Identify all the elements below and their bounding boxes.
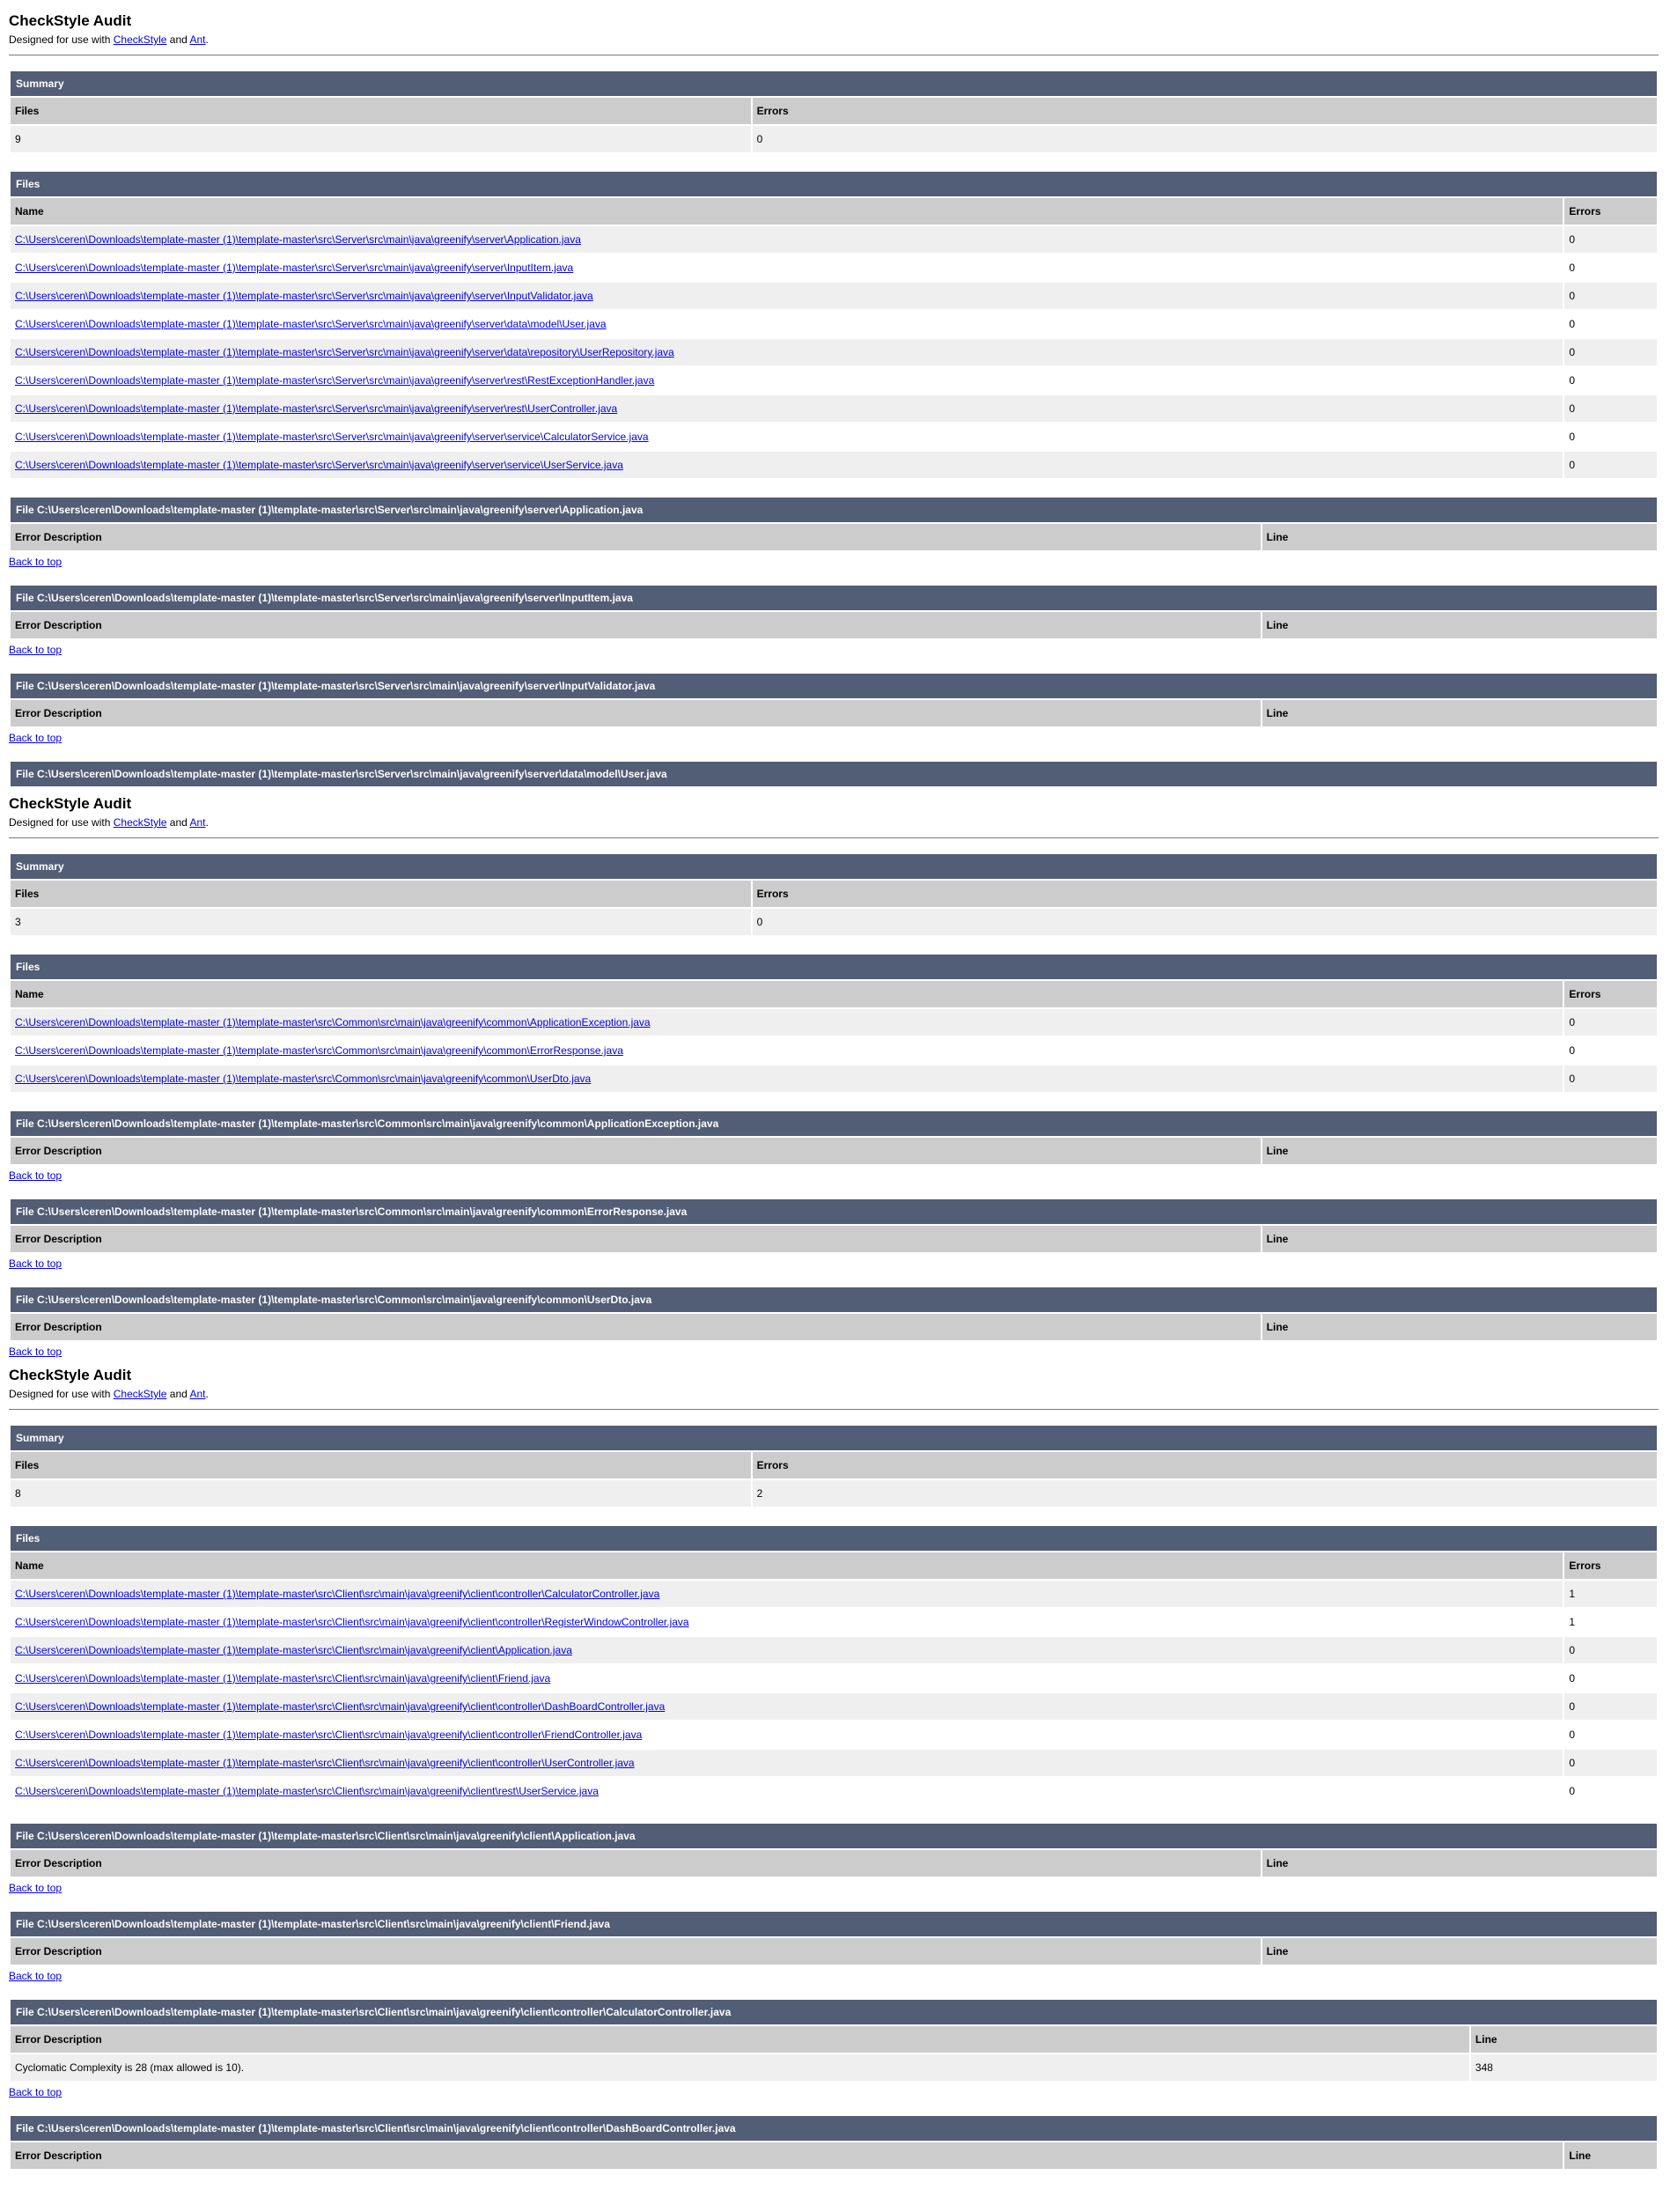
file-link[interactable]: C:\Users\ceren\Downloads\template-master (1)\template-master\src\Client\src\main\java\greenify\client\Friend.java [15,1672,551,1685]
column-header-row [11,1226,1657,1252]
table-row [11,1750,1657,1776]
file-link[interactable]: C:\Users\ceren\Downloads\template-master (1)\template-master\src\Client\src\main\java\greenify\client\controller\DashBoardController.java [15,1700,666,1713]
line-column-header: Line [1262,1850,1657,1877]
file-name-cell [11,367,1563,394]
file-errors-cell: 0 [1564,311,1657,337]
file-name-cell [11,226,1563,253]
files-errors-column-header: Errors [1564,198,1657,225]
file-link[interactable]: C:\Users\ceren\Downloads\template-master (1)\template-master\src\Client\src\main\java\greenify\client\rest\UserService.java [15,1785,599,1797]
ant-link[interactable]: Ant [189,33,206,46]
back-to-top-link[interactable]: Back to top [9,732,63,744]
file-errors-cell: 0 [1564,254,1657,281]
page-title: CheckStyle Audit [9,12,132,29]
subtitle-text: and [166,816,190,829]
file-errors-cell: 0 [1564,367,1657,394]
file-name-cell [11,424,1563,450]
summary-files-column-header: Files [11,1452,751,1478]
table-row [11,1637,1657,1663]
table-row [11,367,1657,394]
subtitle-text: Designed for use with [9,33,114,46]
back-to-top [9,2086,1659,2098]
back-to-top [9,644,1659,656]
file-link[interactable]: C:\Users\ceren\Downloads\template-master (1)\template-master\src\Server\src\main\java\greenify\server\data\repository\UserRepository.java [15,346,674,358]
column-header-row [11,2142,1657,2169]
column-header-row [11,1138,1657,1164]
file-section-heading: File C:\Users\ceren\Downloads\template-master (1)\template-master\src\Client\src\main\java\greenify\client\Application.java [11,1824,1657,1848]
file-errors-cell: 0 [1564,424,1657,450]
file-link[interactable]: C:\Users\ceren\Downloads\template-master (1)\template-master\src\Server\src\main\java\greenify\server\rest\RestExceptionHandler.java [15,374,655,387]
table-row [11,395,1657,422]
file-errors-cell: 0 [1564,1037,1657,1064]
file-link[interactable]: C:\Users\ceren\Downloads\template-master (1)\template-master\src\Client\src\main\java\greenify\client\controller\RegisterWindowController.java [15,1616,689,1628]
file-section-heading: File C:\Users\ceren\Downloads\template-master (1)\template-master\src\Client\src\main\java\greenify\client\controller\CalculatorController.java [11,2000,1657,2024]
table-row [11,226,1657,253]
back-to-top [9,1169,1659,1182]
error-description-column-header: Error Description [11,700,1261,726]
summary-values-row [11,126,1657,152]
file-name-cell [11,311,1563,337]
summary-files-column-header: Files [11,98,751,124]
file-link[interactable]: C:\Users\ceren\Downloads\template-master (1)\template-master\src\Server\src\main\java\greenify\server\data\model\User.java [15,318,607,330]
table-row [11,1609,1657,1635]
file-errors-cell: 0 [1564,1637,1657,1663]
page-subtitle [9,816,1659,829]
file-name-cell [11,452,1563,478]
error-description-column-header: Error Description [11,524,1261,550]
back-to-top [9,1346,1659,1358]
file-section-heading: File C:\Users\ceren\Downloads\template-master (1)\template-master\src\Common\src\main\java\greenify\common\ApplicationException.java [11,1111,1657,1136]
errors-table [9,610,1659,640]
file-section-heading: File C:\Users\ceren\Downloads\template-master (1)\template-master\src\Server\src\main\java\greenify\server\data\model\User.java [11,762,1657,786]
table-row [11,1693,1657,1720]
errors-table [9,698,1659,728]
column-header-row [11,198,1657,225]
summary-heading: Summary [11,71,1657,96]
file-name-cell [11,1065,1563,1092]
report [9,12,1659,786]
subtitle-text: Designed for use with [9,1388,114,1400]
file-section-heading: File C:\Users\ceren\Downloads\template-master (1)\template-master\src\Server\src\main\java\greenify\server\InputItem.java [11,586,1657,610]
files-table [9,196,1659,480]
file-link[interactable]: C:\Users\ceren\Downloads\template-master (1)\template-master\src\Client\src\main\java\greenify\client\controller\CalculatorController.java [15,1588,660,1600]
file-errors-cell: 0 [1564,339,1657,365]
file-errors-cell: 0 [1564,1778,1657,1804]
file-name-cell [11,1722,1563,1748]
files-errors-column-header: Errors [1564,981,1657,1007]
files-name-column-header: Name [11,1552,1563,1579]
file-errors-cell: 0 [1564,1750,1657,1776]
back-to-top-link[interactable]: Back to top [9,1970,63,1982]
page-title: CheckStyle Audit [9,795,132,812]
page-title: CheckStyle Audit [9,1367,132,1383]
summary-files-column-header: Files [11,881,751,907]
errors-table [9,1848,1659,1878]
file-name-cell [11,1009,1563,1036]
errors-table [9,1312,1659,1342]
line-column-header: Line [1564,2142,1657,2169]
error-description-column-header: Error Description [11,1314,1261,1340]
back-to-top [9,556,1659,568]
file-errors-cell: 1 [1564,1581,1657,1607]
column-header-row [11,1850,1657,1877]
file-link[interactable]: C:\Users\ceren\Downloads\template-master (1)\template-master\src\Server\src\main\java\greenify\server\InputValidator.java [15,290,593,302]
back-to-top-link[interactable]: Back to top [9,2086,63,2098]
files-heading: Files [11,172,1657,196]
summary-values-row [11,909,1657,935]
subtitle-text: . [205,33,209,46]
subtitle-text: and [166,33,190,46]
summary-files-count: 9 [11,126,751,152]
back-to-top [9,1257,1659,1270]
error-line-cell: 348 [1471,2054,1657,2081]
files-table [9,979,1659,1094]
file-link[interactable]: C:\Users\ceren\Downloads\template-master (1)\template-master\src\Client\src\main\java\greenify\client\Application.java [15,1644,572,1656]
column-header-row [11,1452,1657,1478]
column-header-row [11,881,1657,907]
back-to-top [9,732,1659,744]
file-link[interactable]: C:\Users\ceren\Downloads\template-master (1)\template-master\src\Client\src\main\java\greenify\client\controller\FriendController.java [15,1729,643,1741]
file-link[interactable]: C:\Users\ceren\Downloads\template-master (1)\template-master\src\Common\src\main\java\greenify\common\UserDto.java [15,1073,592,1085]
summary-errors-column-header: Errors [753,98,1657,124]
file-name-cell [11,1037,1563,1064]
file-errors-cell: 0 [1564,1722,1657,1748]
summary-files-count: 3 [11,909,751,935]
column-header-row [11,524,1657,550]
column-header-row [11,700,1657,726]
file-name-cell [11,1581,1563,1607]
line-column-header: Line [1262,1226,1657,1252]
file-errors-cell: 0 [1564,395,1657,422]
errors-table [9,2141,1659,2171]
error-row [11,2054,1657,2081]
summary-table [9,96,1659,154]
column-header-row [11,981,1657,1007]
file-errors-cell: 1 [1564,1609,1657,1635]
errors-table [9,1136,1659,1166]
file-errors-cell: 0 [1564,283,1657,309]
file-section-heading: File C:\Users\ceren\Downloads\template-master (1)\template-master\src\Common\src\main\java\greenify\common\UserDto.java [11,1287,1657,1312]
column-header-row [11,2026,1657,2053]
column-header-row [11,1938,1657,1965]
file-name-cell [11,1637,1563,1663]
error-description-column-header: Error Description [11,1938,1261,1965]
files-table [9,1551,1659,1806]
table-row [11,1581,1657,1607]
file-section-heading: File C:\Users\ceren\Downloads\template-master (1)\template-master\src\Client\src\main\java\greenify\client\controller\DashBoardController.java [11,2116,1657,2141]
file-errors-cell: 0 [1564,452,1657,478]
errors-table [9,1936,1659,1966]
table-row [11,311,1657,337]
error-description-column-header: Error Description [11,1226,1261,1252]
file-name-cell [11,254,1563,281]
file-name-cell [11,339,1563,365]
files-heading: Files [11,1526,1657,1551]
table-row [11,1037,1657,1064]
table-row [11,424,1657,450]
summary-errors-count: 0 [753,126,1657,152]
back-to-top [9,1970,1659,1982]
file-section-heading: File C:\Users\ceren\Downloads\template-master (1)\template-master\src\Common\src\main\java\greenify\common\ErrorResponse.java [11,1199,1657,1224]
summary-errors-column-header: Errors [753,881,1657,907]
file-name-cell [11,1609,1563,1635]
page-subtitle [9,33,1659,46]
back-to-top-link[interactable]: Back to top [9,1257,63,1270]
summary-table [9,879,1659,937]
checkstyle-link[interactable]: CheckStyle [113,33,167,46]
file-errors-cell: 0 [1564,1693,1657,1720]
report [9,1367,1659,2171]
errors-table [9,522,1659,552]
line-column-header: Line [1262,524,1657,550]
error-description-column-header: Error Description [11,612,1261,638]
table-row [11,1722,1657,1748]
line-column-header: Line [1471,2026,1657,2053]
file-name-cell [11,1665,1563,1692]
files-errors-column-header: Errors [1564,1552,1657,1579]
divider [9,837,1659,838]
table-row [11,1009,1657,1036]
summary-table [9,1450,1659,1508]
error-description-column-header: Error Description [11,2142,1563,2169]
back-to-top-link[interactable]: Back to top [9,644,63,656]
summary-files-count: 8 [11,1480,751,1507]
summary-heading: Summary [11,1426,1657,1450]
subtitle-text: . [205,816,209,829]
file-name-cell [11,1778,1563,1804]
summary-errors-count: 0 [753,909,1657,935]
back-to-top-link[interactable]: Back to top [9,1169,63,1182]
table-row [11,1065,1657,1092]
errors-table [9,2024,1659,2083]
back-to-top-link[interactable]: Back to top [9,1882,63,1894]
file-link[interactable]: C:\Users\ceren\Downloads\template-master (1)\template-master\src\Server\src\main\java\greenify\server\InputItem.java [15,262,574,274]
back-to-top-link[interactable]: Back to top [9,1346,63,1358]
file-errors-cell: 0 [1564,1009,1657,1036]
column-header-row [11,1314,1657,1340]
file-link[interactable]: C:\Users\ceren\Downloads\template-master (1)\template-master\src\Server\src\main\java\greenify\server\service\CalculatorService.java [15,431,649,443]
table-row [11,254,1657,281]
subtitle-text: Designed for use with [9,816,114,829]
summary-errors-count: 2 [753,1480,1657,1507]
report [9,795,1659,1358]
summary-errors-column-header: Errors [753,1452,1657,1478]
line-column-header: Line [1262,1938,1657,1965]
file-name-cell [11,395,1563,422]
ant-link[interactable]: Ant [189,1388,206,1400]
file-link[interactable]: C:\Users\ceren\Downloads\template-master (1)\template-master\src\Common\src\main\java\greenify\common\ApplicationException.java [15,1016,651,1029]
files-name-column-header: Name [11,198,1563,225]
file-name-cell [11,1693,1563,1720]
error-description-column-header: Error Description [11,1850,1261,1877]
error-description-column-header: Error Description [11,1138,1261,1164]
column-header-row [11,98,1657,124]
page-subtitle [9,1388,1659,1400]
subtitle-text: . [205,1388,209,1400]
file-link[interactable]: C:\Users\ceren\Downloads\template-master (1)\template-master\src\Server\src\main\java\greenify\server\rest\UserController.java [15,402,618,415]
column-header-row [11,1552,1657,1579]
table-row [11,339,1657,365]
errors-table [9,1224,1659,1254]
line-column-header: Line [1262,612,1657,638]
summary-values-row [11,1480,1657,1507]
table-row [11,452,1657,478]
file-link[interactable]: C:\Users\ceren\Downloads\template-master (1)\template-master\src\Server\src\main\java\greenify\server\service\UserService.java [15,459,623,471]
file-section-heading: File C:\Users\ceren\Downloads\template-master (1)\template-master\src\Client\src\main\java\greenify\client\Friend.java [11,1912,1657,1936]
table-row [11,1665,1657,1692]
table-row [11,283,1657,309]
file-errors-cell: 0 [1564,1065,1657,1092]
ant-link[interactable]: Ant [189,816,206,829]
file-section-heading: File C:\Users\ceren\Downloads\template-master (1)\template-master\src\Server\src\main\java\greenify\server\Application.java [11,498,1657,522]
files-name-column-header: Name [11,981,1563,1007]
file-link[interactable]: C:\Users\ceren\Downloads\template-master (1)\template-master\src\Common\src\main\java\greenify\common\ErrorResponse.java [15,1044,623,1057]
file-link[interactable]: C:\Users\ceren\Downloads\template-master (1)\template-master\src\Server\src\main\java\greenify\server\Application.java [15,233,581,246]
summary-heading: Summary [11,854,1657,879]
file-name-cell [11,283,1563,309]
subtitle-text: and [166,1388,190,1400]
error-description-column-header: Error Description [11,2026,1469,2053]
line-column-header: Line [1262,700,1657,726]
file-errors-cell: 0 [1564,226,1657,253]
file-section-heading: File C:\Users\ceren\Downloads\template-master (1)\template-master\src\Server\src\main\java\greenify\server\InputValidator.java [11,674,1657,698]
files-heading: Files [11,955,1657,979]
file-link[interactable]: C:\Users\ceren\Downloads\template-master (1)\template-master\src\Client\src\main\java\greenify\client\controller\UserController.java [15,1757,635,1769]
column-header-row [11,612,1657,638]
checkstyle-link[interactable]: CheckStyle [113,816,167,829]
line-column-header: Line [1262,1314,1657,1340]
file-name-cell [11,1750,1563,1776]
divider [9,1409,1659,1410]
error-description-cell: Cyclomatic Complexity is 28 (max allowed is 10). [11,2054,1469,2081]
line-column-header: Line [1262,1138,1657,1164]
checkstyle-link[interactable]: CheckStyle [113,1388,167,1400]
back-to-top-link[interactable]: Back to top [9,556,63,568]
back-to-top [9,1882,1659,1894]
table-row [11,1778,1657,1804]
file-errors-cell: 0 [1564,1665,1657,1692]
